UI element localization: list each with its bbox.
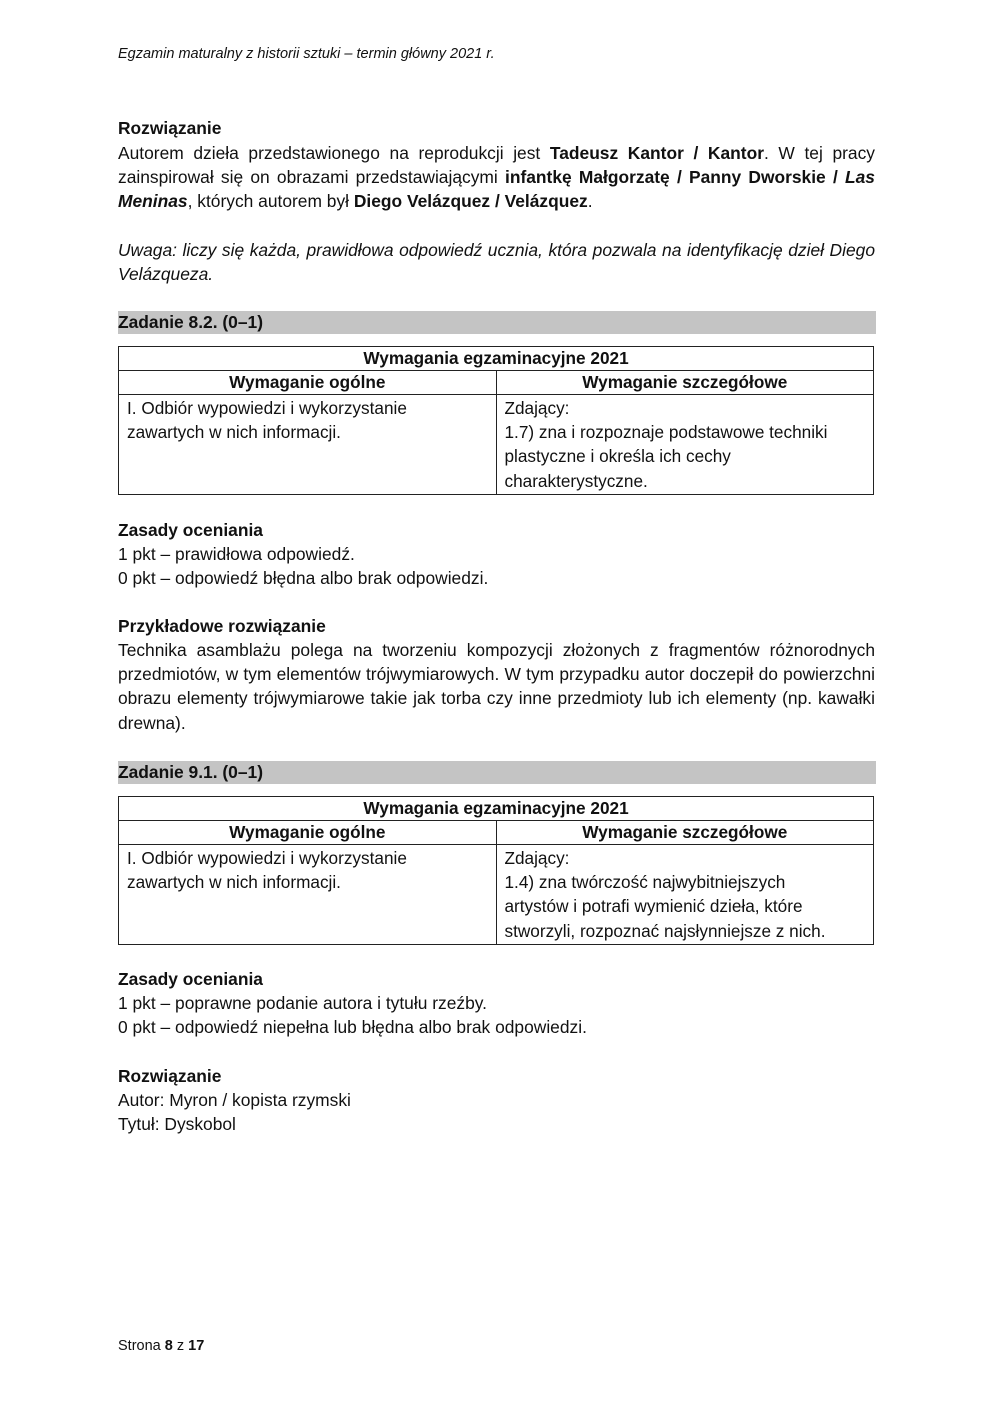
rule-line: 0 pkt – odpowiedź błędna albo brak odpowiedzi. [118,568,489,588]
detailed-requirement-cell [496,395,874,495]
solution-line: Tytuł: Dyskobol [118,1114,236,1134]
cell-line: Zdający: [504,398,570,418]
rule-line: 1 pkt – poprawne podanie autora i tytułu rzeźby. [118,993,487,1013]
cell-line: 1.4) zna twórczość najwybitniejszych [504,872,786,893]
requirements-table-9-1 [118,796,874,945]
painter-name: Diego Velázquez / Velázquez [353,191,588,212]
cell-line: plastyczne i określa ich cechy [504,446,731,467]
requirements-table-8-2 [118,346,874,495]
solution-paragraph [118,141,875,214]
solution-line: Autor: Myron / kopista rzymski [118,1090,351,1110]
task-8-2-title: Zadanie 8.2. (0–1) [118,311,876,334]
general-requirement-cell [119,395,497,495]
rule-line: 1 pkt – prawidłowa odpowiedź. [118,544,355,564]
text-run: , których autorem był [187,191,354,212]
column-header-detailed: Wymaganie szczegółowe [496,821,874,845]
cell-line: charakterystyczne. [504,470,648,491]
general-requirement-cell [119,845,497,945]
rules-heading-8-2: Zasady oceniania [118,520,263,540]
text-run: Autorem dzieła przedstawionego na reprodukcji jest [118,143,550,163]
page-footer [118,1338,204,1354]
cell-line: stworzyli, rozpoznać najsłynniejsze z nich. [504,920,826,941]
column-header-detailed: Wymaganie szczegółowe [496,371,874,395]
example-paragraph: Technika asamblażu polega na tworzeniu kompozycji złożonych z fragmentów różnorodnych przedmiotów, w tym elementów trójwymiarowych. W tym przypadku autor doczepił do powierzchni obrazu elementy trójwymiarowe takie jak torba czy inne przedmioty lub ich elementy (np. kawałki drewna). [118,640,875,733]
cell-line: I. Odbiór wypowiedzi i wykorzystanie [127,848,407,868]
cell-line: zawartych w nich informacji. [127,422,341,443]
solution-heading-9-1: Rozwiązanie [118,1066,222,1086]
detailed-requirement-cell [496,845,874,945]
note-paragraph: Uwaga: liczy się każda, prawidłowa odpowiedź ucznia, która pozwala na identyfikację dzieł Diego Velázqueza. [118,240,875,285]
text-run: . W tej pracy zainspirował się on obrazami przedstawiającymi [118,143,875,188]
cell-line: I. Odbiór wypowiedzi i wykorzystanie [127,398,407,418]
table-caption: Wymagania egzaminacyjne 2021 [119,347,874,371]
rule-line: 0 pkt – odpowiedź niepełna lub błędna albo brak odpowiedzi. [118,1017,587,1037]
cell-line: Zdający: [504,848,570,868]
page-total: 17 [188,1338,205,1354]
column-header-general: Wymaganie ogólne [119,371,497,395]
footer-label: Strona [118,1338,161,1354]
table-caption: Wymagania egzaminacyjne 2021 [119,797,874,821]
cell-line: artystów i potrafi wymienić dzieła, które [504,896,803,917]
solution-heading: Rozwiązanie [118,118,222,138]
cell-line: 1.7) zna i rozpoznaje podstawowe techniki [504,422,828,443]
work-title-italic: Las Meninas [118,167,875,212]
work-title: infantkę Małgorzatę / Panny Dworskie / [504,167,846,188]
rules-heading-9-1: Zasady oceniania [118,969,263,989]
cell-line: zawartych w nich informacji. [127,872,341,893]
running-header: Egzamin maturalny z historii sztuki – termin główny 2021 r. [118,46,495,62]
text-run: . [587,191,593,212]
footer-separator: z [176,1338,185,1354]
author-name: Tadeusz Kantor / Kantor [549,143,764,163]
page-number: 8 [164,1338,173,1354]
task-9-1-title: Zadanie 9.1. (0–1) [118,761,876,784]
example-heading: Przykładowe rozwiązanie [118,616,326,636]
column-header-general: Wymaganie ogólne [119,821,497,845]
